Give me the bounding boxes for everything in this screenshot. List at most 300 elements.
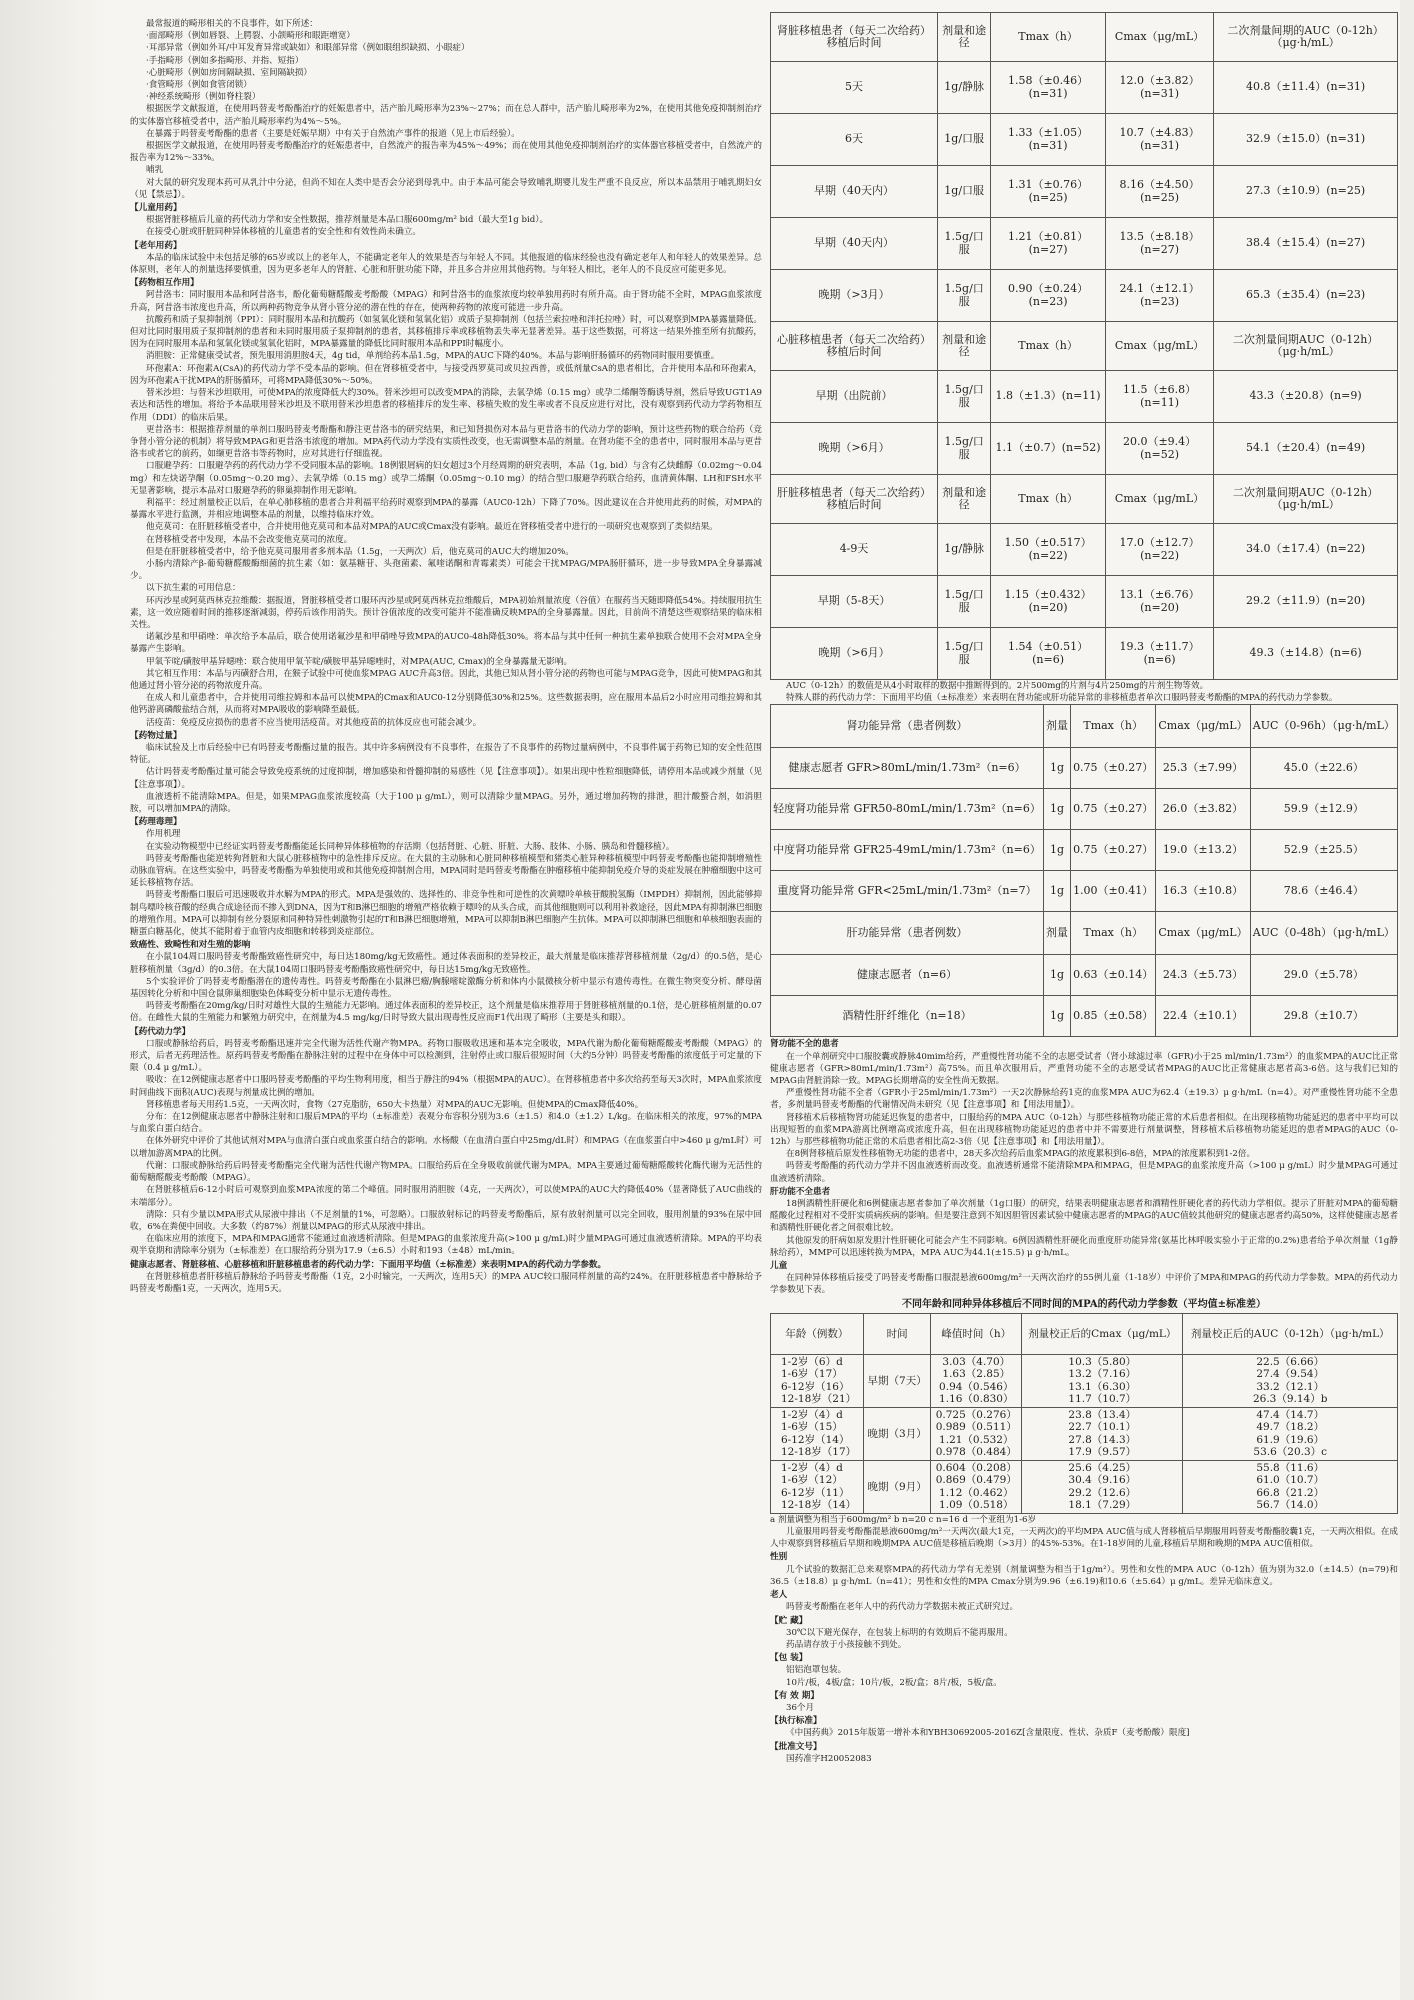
- table-cell: 1.50（±0.517）(n=22): [991, 524, 1106, 576]
- table-cell: [1183, 1407, 1398, 1460]
- section-heading: 【药理毒理】: [130, 817, 182, 828]
- pediatric-table-title: 不同年龄和同种异体移植后不同时间的MPA的药代动力学参数（平均值±标准差）: [902, 1298, 1266, 1310]
- table-header-row: [771, 705, 1398, 748]
- paragraph: 活疫苗：免疫反应损伤的患者不应当使用活疫苗。对其他疫苗的抗体反应也可能会减少。: [146, 717, 482, 728]
- cell-line: 1.16（0.830）: [939, 1393, 1014, 1406]
- paragraph: 严重慢性肾功能不全者（GFR小于25ml/min/1.73m²）一天2次静脉给药1克的血浆MPA AUC为62.4（±19.3）μ g·h/mL（n=4）。对严重慢性肾功能不全患者，多剂量吗替麦考酚酯的代谢情况尚未研究（见【注意事项】和【用法用量】）。: [770, 1088, 1398, 1111]
- paragraph: 儿童服用吗替麦考酚酯混悬液600mg/m²一天两次(最大1克，一天两次)的平均MPA AUC值与成人肾移植后早期服用吗替麦考酚酯胶囊1克，一天两次相似。在成人中观察到肾移植后早期和晚期MPA AUC值是移植后晚期（>3月）的45%-53%。在1-18岁间的儿童,移植后早期和晚期的MPA AUC值相似。: [770, 1527, 1398, 1550]
- cell-line: 6-12岁（14）: [781, 1433, 850, 1446]
- table-cell: 4-9天: [771, 524, 938, 576]
- cell-line: 47.4（14.7）: [1256, 1408, 1325, 1421]
- paragraph: 对大鼠的研究发现本药可从乳汁中分泌，但尚不知在人类中是否会分泌到母乳中。由于本品可能会导致哺乳期婴儿发生严重不良反应，所以本品禁用于哺乳期妇女（见【禁忌】）。: [130, 177, 762, 200]
- table-header-cell: Cmax（μg/mL）: [1105, 322, 1213, 371]
- cell-line: 12-18岁（21）: [781, 1393, 857, 1406]
- table-cell: 26.0（±3.82）: [1156, 789, 1250, 830]
- paragraph: 吗替麦考酚酯也能逆转狗肾脏和大鼠心脏移植物中的急性排斥反应。在大鼠的主动脉和心脏同种移植模型和猪类心脏异种移植模型中吗替麦考酚酯也能抑制增殖性动脉血管病。在这些实验中，吗替麦考酚酯为单独使用或和其他免疫抑制剂合用，MPA同时是吗替麦考酚酯在肿瘤移植中能抑制免疫介导的炎症发展在肿瘤细胞中这可延长移植物存活。: [130, 853, 762, 889]
- paragraph: 吗替麦考酚酯在老年人中的药代动力学数据未被正式研究过。: [786, 1602, 1019, 1613]
- cell-line: 25.6（4.25）: [1068, 1461, 1137, 1474]
- cell-line: 1.21（0.532）: [939, 1433, 1014, 1446]
- cell-line: 1.63（2.85）: [942, 1368, 1011, 1381]
- table-header-row: [771, 1313, 1398, 1354]
- table-cell: 29.2（±11.9）(n=20): [1214, 576, 1398, 628]
- cell-line: 0.978（0.484）: [935, 1446, 1017, 1459]
- paragraph: 在肾脏移植后6-12小时后可观察到血浆MPA浓度的第二个峰值。同时服用消胆胺（4克，一天两次），可以使MPA的AUC大约降低40%（显著降低了AUC曲线的末端部分）。: [130, 1185, 762, 1208]
- table-cell: [1183, 1354, 1398, 1407]
- table-cell: 早期（40天内）: [771, 218, 938, 270]
- table-row: [771, 1407, 1398, 1460]
- table-cell: 12.0（±3.82）(n=31): [1105, 62, 1213, 114]
- table-cell: 早期（5-8天）: [771, 576, 938, 628]
- table-row: [771, 996, 1398, 1037]
- table-cell: 晚期（>3月）: [771, 270, 938, 322]
- section-heading: 致癌性、致畸性和对生殖的影响: [130, 940, 251, 951]
- paragraph: 18例酒精性肝硬化和6例健康志愿者参加了单次剂量（1g口服）的研究，结果表明健康志愿者和酒精性肝硬化者的药代动力学相似。提示了肝脏对MPA的葡萄糖醛酸化过程相对不受肝实质病疾病的影响。但是要注意到不知因胆管因素试验中健康志愿者的MPAG的AUC值较其他研究的健康志愿者约高50%，这样使健康志愿者和酒精性肝硬化者之间很难比较。: [770, 1199, 1398, 1234]
- cell-line: 1-2岁（6）d: [781, 1355, 843, 1368]
- table-header-cell: AUC（0-48h）（μg·h/mL）: [1250, 912, 1397, 955]
- table-header-cell: 剂量校正后的AUC（0-12h）（μg·h/mL）: [1183, 1313, 1398, 1354]
- table-cell: 17.0（±12.7）(n=22): [1105, 524, 1213, 576]
- table-cell: 早期（7天）: [863, 1354, 931, 1407]
- paragraph: 口服或静脉给药后，吗替麦考酚酯迅速并完全代谢为活性代谢产物MPA。药物口服吸收迅速和基本完全吸收，MPA代谢为酚化葡萄糖醛酸麦考酚酸（MPAG）的形式，后者无药理活性。原药吗替麦考酚酯在静脉注射的过程中在身体中可以检测到，注射停止或口服后很短时间（大约5分钟）吗替麦考酚酯的浓度低于可定量的下限（0.4 μ g/mL）。: [130, 1038, 762, 1074]
- paragraph: 几个试验的数据汇总来观察MPA的药代动力学有无差别（剂量调整为相当于1g/m²）。男性和女性的MPA AUC（0-12h）值为别为32.0（±14.5）(n=79)和36.5（±18.8）μ g·h/mL（n=41）；男性和女性的MPA Cmax分别为9.96（±6.19)和10.6（±5.64）μ g/mL。差异无临床意义。: [770, 1564, 1398, 1587]
- table-cell: 0.90（±0.24）(n=23): [991, 270, 1106, 322]
- table-header-cell: 剂量和途径: [938, 322, 991, 371]
- table-cell: 49.3（±14.8）(n=6): [1214, 628, 1398, 680]
- cell-line: 29.2（12.6）: [1068, 1486, 1137, 1499]
- paragraph: 口服避孕药：口服避孕药的药代动力学不受同服本品的影响。18例银屑病的妇女超过3个月经周期的研究表明，本品（1g, bid）与含有乙炔雌醇（0.02mg～0.04 mg）和左炔诺孕酮（0.05mg～0.20 mg）、去氧孕烯（0.15 mg）或孕二烯酮（0.05mg～0.10 mg）的结合型口服避孕药联合给药，血清黄体酮、LH和FSH水平无显著影响，提示本品对口服避孕药的卵巢抑制作用无影响。: [130, 461, 762, 496]
- left-text-column: [130, 18, 762, 1990]
- table-cell: 25.3（±7.99）: [1156, 748, 1250, 789]
- table-cell: 5天: [771, 62, 938, 114]
- paragraph: 在体外研究中评价了其他试剂对MPA与血清白蛋白或血浆蛋白结合的影响。水杨酸（在血清白蛋白中25mg/dL时）和MPAG（在血浆蛋白中>460 μ g/mL时）可以增加游离MPA的比例。: [130, 1136, 762, 1159]
- table-cell: 65.3（±35.4）(n=23): [1214, 270, 1398, 322]
- table-cell: 24.3（±5.73）: [1156, 955, 1250, 996]
- cell-line: 61.9（19.6）: [1256, 1433, 1325, 1446]
- cell-line: 55.8（11.6）: [1256, 1461, 1325, 1474]
- cell-line: 6-12岁（16）: [781, 1380, 850, 1393]
- cell-line: 3.03（4.70）: [942, 1355, 1011, 1368]
- table-cell: 1.31（±0.76）(n=25): [991, 166, 1106, 218]
- table-header-cell: 剂量和途径: [938, 13, 991, 62]
- paragraph: 作用机理: [146, 829, 181, 840]
- cell-line: 49.7（18.2）: [1256, 1421, 1325, 1434]
- table-cell: 59.9（±12.9）: [1250, 789, 1397, 830]
- paragraph: 在同种异体移植后接受了吗替麦考酚酯口服混悬液600mg/m²一天两次治疗的55例儿童（1-18岁）中评价了MPA和MPAG的药代动力学参数。MPA的药代动力学参数见下表。: [770, 1273, 1398, 1296]
- section-heading: 肝功能不全患者: [770, 1186, 831, 1197]
- paragraph: ·耳部异常（例如外耳/中耳发育异常或缺如）和眼部异常（例如眼组织缺损、小眼症）: [146, 43, 470, 54]
- cell-line: 0.94（0.546）: [939, 1380, 1014, 1393]
- renal-hepatic-impairment-pk-table: [770, 704, 1398, 1037]
- table-cell: 1.5g/口服: [938, 628, 991, 680]
- table-cell: 52.9（±25.5）: [1250, 830, 1397, 871]
- table-cell: 22.4（±10.1）: [1156, 996, 1250, 1037]
- paragraph: 临床试验及上市后经验中已有吗替麦考酚酯过量的报告。其中许多病例没有不良事件，在报告了不良事件的药物过量病例中，不良事件属于药物已知的安全性范围特征。: [130, 742, 762, 766]
- cell-line: 61.0（10.7）: [1256, 1474, 1325, 1487]
- table-row: [771, 270, 1398, 322]
- table-cell: 32.9（±15.0）(n=31): [1214, 114, 1398, 166]
- table-cell: [1022, 1407, 1183, 1460]
- paragraph: 分布：在12例健康志愿者中静脉注射和口服后MPA的平均（±标准差）表观分布容积分别为3.6（±1.5）和4.0（±1.2）L/kg。在临床相关的浓度，97%的MPA与血浆白蛋白结合。: [130, 1112, 762, 1135]
- kidney-transplant-pk-table: [770, 12, 1398, 680]
- paragraph: 代谢：口服或静脉给药后吗替麦考酚酯完全代谢为活性代谢产物MPA。口服给药后在全身吸收前就代谢为MPA。MPA主要通过葡萄糖醛酸转化酶代谢为无活性的葡萄糖醛酸麦考酚酸（MPAG）。: [130, 1160, 762, 1184]
- paragraph: 消胆胺：正常健康受试者，预先服用消胆胺4天，4g tid，单剂给药本品1.5g，MPA的AUC下降约40%。本品与影响肝肠循环的药物同时服用要慎重。: [146, 351, 720, 362]
- table-cell: 29.8（±10.7）: [1250, 996, 1397, 1037]
- impairment-text-section: [770, 1038, 1398, 1296]
- table-cell: 1.5g/口服: [938, 270, 991, 322]
- table-cell: 1g: [1044, 871, 1071, 912]
- paragraph: 清除：只有少量以MPA形式从尿液中排出（不足剂量的1%，可忽略）。口服放射标记的吗替麦考酚酯后，原有放射剂量可以完全回收，服用剂量的93%在尿中回收，6%在粪便中回收。大多数（约87%）剂量以MPAG的形式从尿液中排出。: [130, 1209, 762, 1232]
- cell-line: 22.7（10.1）: [1068, 1421, 1137, 1434]
- table-cell: 19.0（±13.2）: [1156, 830, 1250, 871]
- table-cell: 早期（40天内）: [771, 166, 938, 218]
- table-header-cell: Cmax（μg/mL）: [1156, 912, 1250, 955]
- paragraph: 吗替麦考酚酯的药代动力学并不因血液透析而改变。血液透析通常不能清除MPA和MPAG，但是MPAG的血浆浓度升高（>100 μ g/mL）时少量MPAG可通过血液透析清除。: [770, 1161, 1398, 1184]
- paragraph: 5个实验评价了吗替麦考酚酯潜在的遗传毒性。吗替麦考酚酯在小鼠淋巴瘤/胸腺嘧啶激酶分析和体内小鼠微核分析中显示有遗传毒性。在微生物突变分析、酵母菌基因转化分析和中国仓鼠卵巢细胞染色体畸变分析中显示无遗传毒性。: [130, 976, 762, 1000]
- table-cell: [1183, 1460, 1398, 1513]
- table-row: [771, 830, 1398, 871]
- table-cell: 78.6（±46.4）: [1250, 871, 1397, 912]
- section-heading: 【老年用药】: [130, 240, 182, 251]
- table-header-cell: 剂量: [1044, 705, 1071, 748]
- table-cell: 1.21（±0.81）(n=27): [991, 218, 1106, 270]
- table-cell: 晚期（3月）: [863, 1407, 931, 1460]
- table-cell: 健康志愿者 GFR>80mL/min/1.73m²（n=6）: [771, 748, 1044, 789]
- table-cell: 1.5g/口服: [938, 423, 991, 475]
- paragraph: 吗替麦考酚酯在20mg/kg/日时对雄性大鼠的生殖能力无影响。通过体表面积的差异校正，这个剂量是临床推荐用于肾脏移植剂量的0.1倍，是心脏移植剂量的0.07倍。在雌性大鼠的生殖能力和繁殖力研究中，在剂量为4.5 mg/kg/日时导致大鼠出现毒性反应而F1代出现了畸形（主要是头和眼）。: [130, 1001, 762, 1024]
- paragraph: 肾移植患者每天用药1.5克，一天两次时，食物（27克脂肪，650大卡热量）对MPA的AUC无影响。但使MPA的Cmax降低40%。: [146, 1099, 644, 1110]
- table-row: [771, 955, 1398, 996]
- paragraph: 根据医学文献报道，在使用吗替麦考酚酯治疗的妊娠患者中，自然流产的报告率为45%～49%；而在使用其他免疫抑制剂治疗的实体器官移植受者中，自然流产的报告率为12%～33%。: [130, 141, 762, 164]
- cell-line: 1-2岁（4）d: [781, 1461, 843, 1474]
- table-cell: 20.0（±9.4）(n=52): [1105, 423, 1213, 475]
- table-header-row: [771, 13, 1398, 62]
- table-cell: [1022, 1460, 1183, 1513]
- storage-package-section: [770, 1514, 1398, 1765]
- paragraph: ·心脏畸形（例如房间隔缺损、室间隔缺损）: [146, 67, 313, 78]
- table-cell: 1.54（±0.51）(n=6): [991, 628, 1106, 680]
- paragraph: 根据肾脏移植后儿童的药代动力学和安全性数据，推荐剂量是本品口服600mg/m² bid（最大至1g bid）。: [146, 215, 549, 226]
- table-cell: 0.75（±0.27）: [1071, 830, 1156, 871]
- table-cell: 24.1（±12.1）(n=23): [1105, 270, 1213, 322]
- table-cell: 轻度肾功能异常 GFR50-80mL/min/1.73m²（n=6）: [771, 789, 1044, 830]
- table-header-cell: Tmax（h）: [991, 475, 1106, 524]
- paragraph: AUC（0-12h）的数值是从4小时取样的数据中推断得到的。2片500mg的片剂与4片250mg的片剂生物等效。: [786, 681, 1209, 691]
- table-cell: [771, 1407, 864, 1460]
- table-cell: 1g/静脉: [938, 524, 991, 576]
- cell-line: 66.8（21.2）: [1256, 1486, 1325, 1499]
- cell-line: 1-6岁（12）: [781, 1474, 843, 1487]
- section-heading: 儿童: [770, 1261, 788, 1272]
- paragraph: ·食管畸形（例如食管闭锁）: [146, 80, 252, 91]
- table-cell: 13.5（±8.18）(n=27): [1105, 218, 1213, 270]
- table-cell: 1g: [1044, 748, 1071, 789]
- table-header-cell: 肾功能异常（患者例数）: [771, 705, 1044, 748]
- table-cell: 1.5g/口服: [938, 371, 991, 423]
- paragraph: 36个月: [786, 1702, 815, 1713]
- cell-line: 10.3（5.80）: [1068, 1355, 1137, 1368]
- table-cell: 1.1（±0.7）(n=52): [991, 423, 1106, 475]
- table-cell: 中度肾功能异常 GFR25-49mL/min/1.73m²（n=6）: [771, 830, 1044, 871]
- table-cell: 1g/静脉: [938, 62, 991, 114]
- cell-line: 18.1（7.29）: [1068, 1499, 1137, 1512]
- table-cell: 29.0（±5.78）: [1250, 955, 1397, 996]
- table-row: [771, 218, 1398, 270]
- section-heading: 【贮 藏】: [770, 1615, 808, 1626]
- paragraph: 抗酸药和质子泵抑制剂（PPI）：同时服用本品和抗酸药（如氢氧化镁和氢氧化铝）或质子泵抑制剂（包括兰索拉唑和泮托拉唑）时，可以观察到MPA暴露量降低。但对比同时服用质子泵抑制剂的患者和未同时服用质子泵抑制剂的患者，其移植排斥率或移植物丢失率无显著差异。基于这些数据，可将这一结果外推至所有抗酸药，因为在同时服用本品和氢氧化镁或氢氧化铝时，MPA暴露量的降低比同时服用本品和PPI时幅度小。: [130, 314, 762, 350]
- cell-line: 6-12岁（11）: [781, 1486, 850, 1499]
- paragraph: ·面部畸形（例如唇裂、上腭裂、小颌畸形和眼距增宽）: [146, 31, 355, 42]
- table-cell: 43.3（±20.8）(n=9): [1214, 371, 1398, 423]
- table-cell: [1022, 1354, 1183, 1407]
- table-row: [771, 524, 1398, 576]
- paragraph: 血液透析不能清除MPA。但是，如果MPAG血浆浓度较高（大于100 μ g/mL），则可以清除少量MPAG。另外，通过增加药物的排泄，胆汁酸螯合剂，如消胆胺，可以增加MPA的清除。: [130, 791, 762, 814]
- table-cell: 6天: [771, 114, 938, 166]
- paragraph: 小肠内清除产β-葡萄糖醛酸酶细菌的抗生素（如：氨基糖苷、头孢菌素、氟喹诺酮和青霉素类）可能会干扰MPAG/MPA肠肝循环，进一步导致MPA全身暴露减少。: [130, 558, 762, 582]
- cell-line: 12-18岁（14）: [781, 1499, 857, 1512]
- cell-line: 12-18岁（17）: [781, 1446, 857, 1459]
- paragraph: 吗替麦考酚酯口服后可迅速吸收并水解为MPA的形式。MPA是强效的、选择性的、非竞争性和可逆性的次黄嘌呤单核苷酸脱氢酶（IMPDH）抑制剂，因此能够抑制鸟嘌呤核苷酸的经典合成途径而不掺入到DNA，因为T和B淋巴细胞的增殖严格依赖于嘌呤的从头合成，而其他细胞则可以利用补救途径，因此MPA有抑制淋巴细胞的增殖作用。MPA可以抑制有丝分裂原和同种特异性刺激物引起的T和B淋巴细胞增殖，MPA可以抑制B淋巴细胞产生抗体。MPA可以抑制淋巴细胞和单核细胞表面的糖蛋白糖基化，使其不能附着于血管内皮细胞和转移到炎症部位。: [130, 890, 762, 938]
- table-cell: 1g: [1044, 830, 1071, 871]
- table-header-cell: 二次剂量间期AUC（0-12h）（μg·h/mL）: [1214, 475, 1398, 524]
- table-header-cell: Tmax（h）: [991, 13, 1106, 62]
- paragraph: 30℃以下避光保存，在包装上标明的有效期后不能再服用。: [786, 1627, 1013, 1638]
- section-heading: 老人: [770, 1590, 788, 1601]
- table-header-cell: 剂量: [1044, 912, 1071, 955]
- table-cell: 34.0（±17.4）(n=22): [1214, 524, 1398, 576]
- table-header-cell: Cmax（μg/mL）: [1105, 475, 1213, 524]
- table-cell: 1.58（±0.46）(n=31): [991, 62, 1106, 114]
- table-header-row: [771, 475, 1398, 524]
- cell-line: 22.5（6.66）: [1256, 1355, 1325, 1368]
- cell-line: 1.12（0.462）: [939, 1486, 1014, 1499]
- table-cell: 16.3（±10.8）: [1156, 871, 1250, 912]
- paragraph: 估计吗替麦考酚酯过量可能会导致免疫系统的过度抑制，增加感染和骨髓抑制的易感性（见【注意事项】）。如果出现中性粒细胞降低，请停用本品或减少剂量（见【注意事项】）。: [130, 767, 762, 790]
- table-row: [771, 576, 1398, 628]
- cell-line: 0.989（0.511）: [935, 1421, 1017, 1434]
- paragraph: 本品的临床试验中未包括足够的65岁或以上的老年人，不能确定老年人的效果是否与年轻人不同。其他报道的临床经验也没有确定老年人和年轻人的效果差异。总体原则，老年人的剂量选择要慎重，因为更多老年人的肾脏、心脏和肝脏功能下降，并且多合并应用其他药物。与年轻人相比，老年人的不良反应可能更多见。: [130, 252, 762, 276]
- table-cell: 11.5（±6.8）(n=11): [1105, 371, 1213, 423]
- table-cell: 45.0（±22.6）: [1250, 748, 1397, 789]
- cell-line: 11.7（10.7）: [1068, 1393, 1137, 1406]
- paragraph: 在一个单剂研究中口服胶囊或静脉40mim给药，严重慢性肾功能不全的志愿受试者（肾小球滤过率（GFR)小于25 ml/min/1.73m²）的血浆MPA的AUC比正常健康志愿者（GFR>80mL/min/1.73m²）高75%。而且单次服用后，严重肾功能不全的志愿受试者MPAG的AUC比正常健康志愿者高3-6倍。这与我们已知的MPAG由肾脏消除一致。MPAG长期增高的安全性尚无数据。: [770, 1051, 1398, 1087]
- cell-line: 0.604（0.208）: [935, 1461, 1017, 1474]
- cell-line: 1-6岁（17）: [781, 1368, 843, 1381]
- paragraph: 特殊人群的药代动力学：下面用平均值（±标准差）来表明在肾功能或肝功能异常的非移植患者单次口服吗替麦考酚酯的MPA的药代动力学参数。: [786, 693, 1338, 704]
- section-heading: 【儿童用药】: [130, 203, 182, 214]
- table-row: [771, 628, 1398, 680]
- paragraph: 最常报道的畸形相关的不良事件，如下所述：: [146, 19, 318, 29]
- table-row: [771, 423, 1398, 475]
- paragraph: 铝铝泡罩包装。: [786, 1665, 847, 1676]
- paragraph: 根据医学文献报道，在使用吗替麦考酚酯治疗的妊娠患者中，活产胎儿畸形率为23%～27%；而在总人群中，活产胎儿畸形率为2%，在使用其他免疫抑制剂治疗的实体器官移植受者中，活产胎儿畸形率约为4%～5%。: [130, 104, 762, 127]
- section-heading: 健康志愿者、肾脏移植、心脏移植和肝脏移植患者的药代动力学：下面用平均值（±标准差）来表明MPA的药代动力学参数。: [130, 1259, 607, 1270]
- table-row: [771, 871, 1398, 912]
- cell-line: 1-6岁（15）: [781, 1421, 843, 1434]
- table-row: [771, 1354, 1398, 1407]
- paragraph: 更昔洛韦：根据推荐剂量的单剂口服吗替麦考酚酯和静注更昔洛韦的研究结果，和已知肾损伤对本品与更昔洛韦的代动力学的影响，预计这些药物的联合给药（竞争肾小管分泌的机制）将导致MPAG和更昔洛韦浓度的增加。MPA药代动力学没有实质性改变，也无需调整本品的剂量。在肾功能不全的患者中，同时服用本品与更昔洛韦或者它的前药，如缬更昔洛韦等药物时，应对其进行仔细监视。: [130, 424, 762, 460]
- table-cell: 1g: [1044, 996, 1071, 1037]
- table-header-row: [771, 322, 1398, 371]
- paragraph: 在临床应用的浓度下，MPA和MPAG通常不能通过血液透析清除。但是MPAG的血浆浓度升高(>100 μ g/mL)时少量MPAG可通过血液透析清除。MPA的平均表观半衰期和清除率分别为（±标准差）在口服给药分别为17.9（±6.5）小时和193（±48）mL/min。: [130, 1234, 762, 1257]
- cell-line: 26.3（9.14）b: [1252, 1393, 1328, 1406]
- section-heading: 【包 装】: [770, 1653, 808, 1664]
- table-header-cell: 肝功能异常（患者例数）: [771, 912, 1044, 955]
- table-cell: 40.8（±11.4）(n=31): [1214, 62, 1398, 114]
- section-heading: 【有 效 期】: [770, 1690, 819, 1701]
- cell-line: 23.8（13.4）: [1068, 1408, 1137, 1421]
- table-cell: 1.15（±0.432）(n=20): [991, 576, 1106, 628]
- table-cell: 1g/口服: [938, 166, 991, 218]
- paragraph: 其他原发的肝病如原发胆汁性肝硬化可能会产生不同影响。6例因酒精性肝硬化而重度肝功能异常(氨基比林呼吸实验小于正常的0.2%)患者给予单次剂量（1g静脉给药），MMP可以迅速转换为MPA，MPA AUC为44.1(±15.5) μ g·h/mL。: [770, 1235, 1398, 1258]
- table-row: [771, 789, 1398, 830]
- page-binding-shadow: [0, 0, 105, 2000]
- table-cell: 27.3（±10.9）(n=25): [1214, 166, 1398, 218]
- table-cell: 晚期（>6月）: [771, 423, 938, 475]
- table-cell: 1g: [1044, 789, 1071, 830]
- section-heading: 【药物相互作用】: [130, 278, 199, 289]
- table-cell: [931, 1407, 1022, 1460]
- table-cell: 38.4（±15.4）(n=27): [1214, 218, 1398, 270]
- table-cell: 酒精性肝纤维化（n=18）: [771, 996, 1044, 1037]
- table-row: [771, 748, 1398, 789]
- paragraph: ·神经系统畸形（例如脊柱裂）: [146, 92, 261, 103]
- paragraph: 在成人和儿童患者中，合并使用司维拉姆和本品可以使MPA的Cmax和AUC0-12分别降低30%和25%。这些数据表明，应在服用本品后2小时应用司维拉姆和其他钙游离磷酸盐结合剂，从而将对MPA吸收的影响降至最低。: [130, 693, 762, 716]
- cell-line: 27.8（14.3）: [1068, 1433, 1137, 1446]
- table-cell: 健康志愿者（n=6）: [771, 955, 1044, 996]
- paragraph: 吸收：在12例健康志愿者中口服吗替麦考酚酯的平均生物利用度，相当于静注的94%（根据MPA的AUC）。在肾移植患者中多次给药至每天3次时，MPA血浆浓度时间曲线下面积(AUC)表现与剂量成比例的增加。: [130, 1075, 762, 1098]
- table-cell: [931, 1354, 1022, 1407]
- paragraph: a 剂量调整为相当于600mg/m² b n=20 c n=16 d 一个亚组为1-6岁: [770, 1514, 1037, 1525]
- table-cell: [771, 1354, 864, 1407]
- table-cell: 晚期（>6月）: [771, 628, 938, 680]
- cell-line: 1-2岁（4）d: [781, 1408, 843, 1421]
- table-cell: 1.00（±0.41）: [1071, 871, 1156, 912]
- table-header-cell: 年龄（例数）: [771, 1313, 864, 1354]
- section-heading: 性别: [770, 1552, 788, 1563]
- table-row: [771, 114, 1398, 166]
- table-header-cell: Cmax（μg/mL）: [1105, 13, 1213, 62]
- table-header-cell: 肾脏移植患者（每天二次给药）移植后时间: [771, 13, 938, 62]
- table-cell: [771, 1460, 864, 1513]
- paragraph: 他克莫司：在肝脏移植受者中，合并使用他克莫司和本品对MPA的AUC或Cmax没有影响。最近在肾移植受者中进行的一项研究也观察到了类似结果。: [146, 522, 718, 533]
- table-cell: 1g: [1044, 955, 1071, 996]
- cell-line: 17.9（9.57）: [1068, 1446, 1137, 1459]
- special-population-note: [770, 680, 1398, 704]
- paragraph: 肾移植术后移植物肾功能延迟恢复的患者中，口服给药的MPA AUC（0-12h）与那些移植物功能正常的术后患者相似。在出现移植物功能延迟的患者中平均可以出现短暂的血浆MPA游离比例增高或浓度升高，但在出现移植物功能延迟的患者中并不需要进行剂量调整，肾移植术后移植物功能延迟的患者MPAG的AUC（0-12h）与那些移植物功能正常的术后患者相比高2-3倍（见【注意事项】和【用法用量】）。: [770, 1112, 1398, 1148]
- table-header-row: [771, 912, 1398, 955]
- table-header-cell: 剂量和途径: [938, 475, 991, 524]
- table-cell: 1.5g/口服: [938, 576, 991, 628]
- section-heading: 【批准文号】: [770, 1741, 822, 1752]
- table-cell: 13.1（±6.76）(n=20): [1105, 576, 1213, 628]
- cell-line: 30.4（9.16）: [1068, 1474, 1137, 1487]
- table-cell: 8.16（±4.50）(n=25): [1105, 166, 1213, 218]
- paragraph: 环孢素A：环孢素A(CsA)的药代动力学不受本品的影响。但在肾移植受者中，与接受西罗莫司或贝拉西普，或低剂量CsA的患者相比，合并使用本品和环孢素A，因为环孢素A干扰MPA的肝肠循环，可将MPA降低30%～50%。: [130, 363, 762, 386]
- table-row: [771, 371, 1398, 423]
- table-header-cell: 二次剂量间期AUC（0-12h）（μg·h/mL）: [1214, 322, 1398, 371]
- cell-line: 53.6（20.3）c: [1253, 1446, 1328, 1459]
- table-header-cell: Cmax（μg/mL）: [1156, 705, 1250, 748]
- paragraph: 哺乳: [146, 165, 164, 176]
- table-cell: 晚期（9月）: [863, 1460, 931, 1513]
- table-cell: 1.33（±1.05）(n=31): [991, 114, 1106, 166]
- table-cell: 54.1（±20.4）(n=49): [1214, 423, 1398, 475]
- table-header-cell: Tmax（h）: [1071, 705, 1156, 748]
- paragraph: 环丙沙星或阿莫西林克拉维酸：据报道，肾脏移植受者口服环丙沙星或阿莫西林克拉维酸后，MPA初始剂量浓度（谷值）在服药当天随即降低54%。持续服用抗生素，这一效应随着时间的推移逐渐减弱，停药后该作用消失。预计谷值浓度的改变可能并不能准确反映MPA的全身暴露量。因此，目前尚不清楚这些观察结果的临床相关性。: [130, 595, 762, 630]
- paragraph: 以下抗生素的可用信息：: [146, 583, 241, 594]
- paragraph: 在小鼠104周口服吗替麦考酚酯致癌性研究中，每日达180mg/kg无致癌性。通过体表面积的差异校正，最大剂量是临床推荐肾移植剂量（2g/d）的0.5倍，是心脏移植剂量（3g/d）的0.3倍。在大鼠104周口服吗替麦考酚酯致癌性研究中，每日达15mg/kg无致癌性。: [130, 952, 762, 975]
- cell-line: 56.7（14.0）: [1256, 1499, 1325, 1512]
- section-heading: 【药代动力学】: [130, 1026, 191, 1037]
- table-row: [771, 62, 1398, 114]
- table-cell: 10.7（±4.83）(n=31): [1105, 114, 1213, 166]
- table-cell: 0.63（±0.14）: [1071, 955, 1156, 996]
- table-cell: 1.5g/口服: [938, 218, 991, 270]
- paragraph: 10片/板，4板/盒；10片/板，2板/盒；8片/板，5板/盒。: [786, 1677, 1002, 1688]
- paragraph: 甲氧苄啶/磺胺甲基异噁唑：联合使用甲氧苄啶/磺胺甲基异噁唑时，对MPA(AUC, Cmax)的全身暴露量无影响。: [146, 656, 573, 667]
- table-cell: [931, 1460, 1022, 1513]
- table-cell: 19.3（±11.7）(n=6): [1105, 628, 1213, 680]
- table-header-cell: 峰值时间（h）: [931, 1313, 1022, 1354]
- table-row: [771, 1460, 1398, 1513]
- paragraph: 《中国药典》2015年版第一增补本和YBH30692005-2016Z[含量限度、性状、杂质F（麦考酚酸）限度]: [786, 1728, 1190, 1739]
- paragraph: 在实验动物模型中已经证实吗替麦考酚酯能延长同种异体移植物的存活期（包括肾脏、心脏、肝脏、大肠、肢体、小肠、胰岛和骨髓移植）。: [146, 841, 675, 852]
- paragraph: 在肾移植受者中发现，本品不会改变他克莫司的浓度。: [146, 534, 353, 545]
- cell-line: 1.09（0.518）: [939, 1499, 1014, 1512]
- section-heading: 【执行标准】: [770, 1716, 822, 1727]
- table-row: [771, 166, 1398, 218]
- table-cell: 0.75（±0.27）: [1071, 748, 1156, 789]
- cell-line: 13.2（7.16）: [1068, 1368, 1137, 1381]
- paragraph: 诺氟沙星和甲硝唑：单次给予本品后，联合使用诺氟沙星和甲硝唑导致MPA的AUC0-48h降低30%。将本品与其中任何一种抗生素单独联合使用不会对MPA全身暴露产生影响。: [130, 632, 762, 655]
- paragraph: 在接受心脏或肝脏同种异体移植的儿童患者的安全性和有效性尚未确立。: [146, 227, 422, 238]
- section-heading: 肾功能不全的患者: [770, 1039, 839, 1050]
- table-cell: 0.85（±0.58）: [1071, 996, 1156, 1037]
- paragraph: 但是在肝脏移植受者中，给予他克莫司服用者多剂本品（1.5g，一天两次）后，他克莫司的AUC大约增加20%。: [146, 546, 574, 557]
- paragraph: 在8例肾移植后原发性移植物无功能的患者中，28天多次给药后血浆MPAG的浓度累积到6-8倍，MPA的浓度累积到1-2倍。: [786, 1149, 1256, 1160]
- right-column: [770, 12, 1398, 1992]
- paragraph: 在肾脏移植患者肝移植后静脉给予吗替麦考酚酯（1克，2小时输完，一天两次，连用5天）的MPA AUC较口服同样剂量的高约24%。在肝脏移植患者中静脉给予吗替麦考酚酯1克，一天两次，连用5天。: [130, 1271, 762, 1294]
- paragraph: 阿昔洛韦：同时服用本品和阿昔洛韦，酚化葡萄糖醛酸麦考酚酸（MPAG）和阿昔洛韦的血浆浓度均较单独用药时有所升高。由于肾功能不全时，MPAG血浆浓度升高，阿昔洛韦浓度也升高，所以两种药物竞争从肾小管分泌的潜在性的存在，使两种药物的浓度可能进一步升高。: [130, 290, 762, 313]
- paragraph: 在暴露于吗替麦考酚酯的患者（主要是妊娠早期）中有关于自然流产事件的报道（见上市后经验）。: [146, 128, 520, 139]
- cell-line: 0.869（0.479）: [935, 1474, 1017, 1487]
- paragraph: 药品请存放于小孩接触不到处。: [786, 1639, 907, 1650]
- paragraph: 国药准字H20052083: [786, 1753, 872, 1764]
- table-cell: 1g/口服: [938, 114, 991, 166]
- table-header-cell: 剂量校正后的Cmax（μg/mL）: [1022, 1313, 1183, 1354]
- paragraph: 利福平：经过剂量校正以后，在单心肺移植的患者合并利福平给药时观察到MPA的暴露（AUC0-12h）下降了70%。因此建议在合并使用此药的时候，对MPA的暴露水平进行监测，并相应地调整本品的剂量，以维持临床疗效。: [130, 497, 762, 521]
- table-cell: 0.75（±0.27）: [1071, 789, 1156, 830]
- cell-line: 33.2（12.1）: [1256, 1380, 1325, 1393]
- table-header-cell: 肝脏移植患者（每天二次给药）移植后时间: [771, 475, 938, 524]
- page-edge: [1400, 0, 1414, 2000]
- pediatric-pk-table: [770, 1313, 1398, 1514]
- cell-line: 27.4（9.54）: [1256, 1368, 1325, 1381]
- paragraph: ·手指畸形（例如多指畸形、并指、短指）: [146, 55, 304, 66]
- table-header-cell: Tmax（h）: [991, 322, 1106, 371]
- table-cell: 1.8（±1.3）(n=11): [991, 371, 1106, 423]
- table-cell: 早期（出院前）: [771, 371, 938, 423]
- section-heading: 【药物过量】: [130, 730, 182, 741]
- table-header-cell: Tmax（h）: [1071, 912, 1156, 955]
- paragraph: 其它相互作用：本品与丙磺舒合用，在猴子试验中可使血浆MPAG AUC升高3倍。因此，其他已知从肾小管分泌的药物也可能与MPAG竞争，因此可使MPAG和其他通过肾小管分泌的药物浓度升高。: [130, 668, 762, 691]
- table-header-cell: 时间: [863, 1313, 931, 1354]
- table-header-cell: 二次剂量间期的AUC（0-12h）（μg·h/mL）: [1214, 13, 1398, 62]
- cell-line: 0.725（0.276）: [935, 1408, 1017, 1421]
- table-cell: 重度肾功能异常 GFR<25mL/min/1.73m²（n=7）: [771, 871, 1044, 912]
- table-header-cell: AUC（0-96h）（μg·h/mL）: [1250, 705, 1397, 748]
- paragraph: 替米沙坦：与替米沙坦联用，可使MPA的浓度降低大约30%。替米沙坦可以改变MPA的消除，去氧孕烯（0.15 mg）或孕二烯酮等酶诱导剂，然后导致UGT1A9表达和活性的增加。将给予本品联用替米沙坦及不联用替米沙坦患者的移植排斥的发生率、移植失败的发生率或者不良反应进行对比，没有观察到药代动力学药物相互作用（DDI）的临床后果。: [130, 388, 762, 423]
